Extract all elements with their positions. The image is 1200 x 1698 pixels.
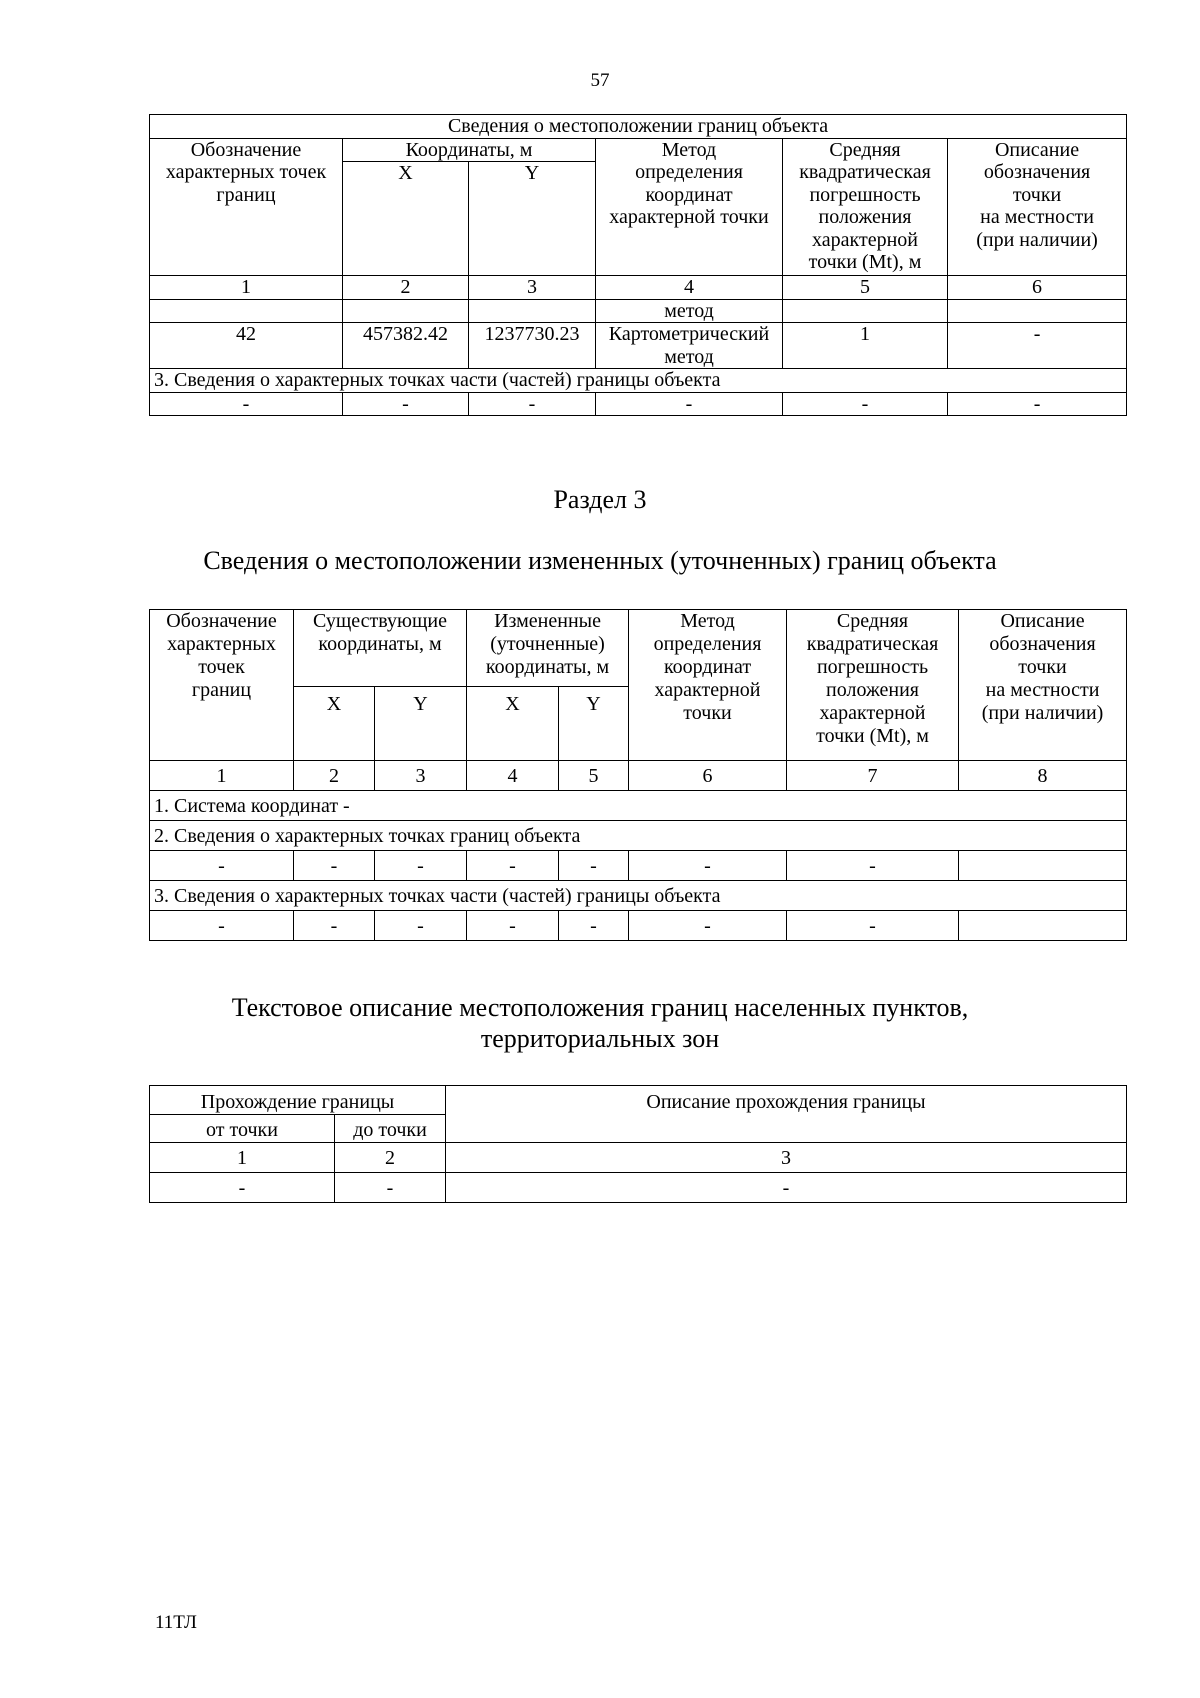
section-subtitle: Сведения о местоположении измененных (уточненных) границ объекта — [203, 546, 997, 575]
section-title: Раздел 3 — [553, 485, 647, 514]
header-from-point: от точки — [150, 1115, 335, 1143]
table-cell — [469, 299, 596, 323]
table-row — [150, 1173, 1127, 1203]
table-cell: - — [446, 1173, 1127, 1203]
column-number: 7 — [787, 761, 959, 791]
column-number: 1 — [150, 276, 343, 300]
table-cell: - — [467, 851, 559, 881]
table-cell — [948, 299, 1127, 323]
column-number: 1 — [150, 1143, 335, 1173]
header-method: Метод определения координат характерной точки — [596, 138, 783, 276]
table-cell: - — [335, 1173, 446, 1203]
column-number: 6 — [948, 276, 1127, 300]
header-description: Описание обозначения точки на местности (при наличии) — [948, 138, 1127, 276]
header-designation: Обозначение характерных точек границ — [150, 610, 294, 761]
boundary-location-table — [149, 114, 1127, 416]
coordinate-x: 457382.42 — [343, 323, 469, 369]
table-row — [150, 851, 1127, 881]
section-label: 3. Сведения о характерных точках части (частей) границы объекта — [150, 369, 1127, 393]
column-number: 5 — [559, 761, 629, 791]
table-cell: - — [559, 851, 629, 881]
column-number-row — [150, 761, 1127, 791]
table-row — [150, 911, 1127, 941]
section-label: 3. Сведения о характерных точках части (частей) границы объекта — [150, 881, 1127, 911]
coordinate-y: 1237730.23 — [469, 323, 596, 369]
description-value: - — [948, 323, 1127, 369]
table-cell — [959, 911, 1127, 941]
table-cell: - — [629, 851, 787, 881]
header-changed-coordinates: Измененные (уточненные) координаты, м — [467, 610, 629, 687]
header-y: Y — [469, 162, 596, 276]
header-method: Метод определения координат характерной точки — [629, 610, 787, 761]
header-x: X — [343, 162, 469, 276]
coordinate-system-label: 1. Система координат - — [150, 791, 1127, 821]
header-y-changed: Y — [559, 687, 629, 761]
table-row — [150, 392, 1127, 416]
method-value: Картометрический метод — [596, 323, 783, 369]
table-cell — [343, 299, 469, 323]
table-cell: - — [294, 911, 375, 941]
section-label: 2. Сведения о характерных точках границ объекта — [150, 821, 1127, 851]
column-number: 8 — [959, 761, 1127, 791]
footer-code: 11ТЛ — [155, 1612, 197, 1633]
column-number: 3 — [446, 1143, 1127, 1173]
table-cell — [783, 299, 948, 323]
table-cell: - — [150, 392, 343, 416]
table-cell: - — [596, 392, 783, 416]
column-number: 4 — [596, 276, 783, 300]
header-y-existing: Y — [375, 687, 467, 761]
header-error: Средняя квадратическая погрешность положения характерной точки (Mt), м — [783, 138, 948, 276]
column-number-row — [150, 276, 1127, 300]
table-cell: - — [150, 851, 294, 881]
table-cell: - — [559, 911, 629, 941]
table-cell: - — [375, 851, 467, 881]
header-passage: Прохождение границы — [150, 1086, 446, 1115]
table-cell: - — [294, 851, 375, 881]
page-number: 57 — [590, 70, 610, 91]
column-number: 2 — [294, 761, 375, 791]
column-number: 6 — [629, 761, 787, 791]
column-number: 1 — [150, 761, 294, 791]
table-cell — [150, 299, 343, 323]
header-coordinates: Координаты, м — [343, 138, 596, 162]
column-number-row — [150, 1143, 1127, 1173]
boundary-passage-table — [149, 1085, 1127, 1203]
header-error: Средняя квадратическая погрешность положения характерной точки (Mt), м — [787, 610, 959, 761]
column-number: 4 — [467, 761, 559, 791]
point-number: 42 — [150, 323, 343, 369]
error-value: 1 — [783, 323, 948, 369]
table-cell: - — [787, 911, 959, 941]
header-x-changed: X — [467, 687, 559, 761]
header-passage-description: Описание прохождения границы — [446, 1086, 1127, 1143]
table-cell: - — [150, 1173, 335, 1203]
table-cell: - — [150, 911, 294, 941]
continuation-row — [150, 299, 1127, 323]
table-cell: - — [467, 911, 559, 941]
column-number: 3 — [469, 276, 596, 300]
table-cell: - — [375, 911, 467, 941]
header-x-existing: X — [294, 687, 375, 761]
table-cell: - — [629, 911, 787, 941]
header-description: Описание обозначения точки на местности (при наличии) — [959, 610, 1127, 761]
header-designation: Обозначение характерных точек границ — [150, 138, 343, 276]
table-cell: - — [787, 851, 959, 881]
table-cell — [959, 851, 1127, 881]
table-title: Сведения о местоположении границ объекта — [150, 115, 1127, 139]
column-number: 5 — [783, 276, 948, 300]
table-cell: - — [469, 392, 596, 416]
header-to-point: до точки — [335, 1115, 446, 1143]
column-number: 2 — [335, 1143, 446, 1173]
table-row — [150, 323, 1127, 369]
column-number: 3 — [375, 761, 467, 791]
table-cell: - — [948, 392, 1127, 416]
text-description-title: Текстовое описание местоположения границ населенных пунктов, территориальных зон — [231, 993, 969, 1053]
changed-boundaries-table — [149, 609, 1127, 941]
table-cell: - — [783, 392, 948, 416]
table-cell: метод — [596, 299, 783, 323]
header-existing-coordinates: Существующие координаты, м — [294, 610, 467, 687]
table-cell: - — [343, 392, 469, 416]
column-number: 2 — [343, 276, 469, 300]
